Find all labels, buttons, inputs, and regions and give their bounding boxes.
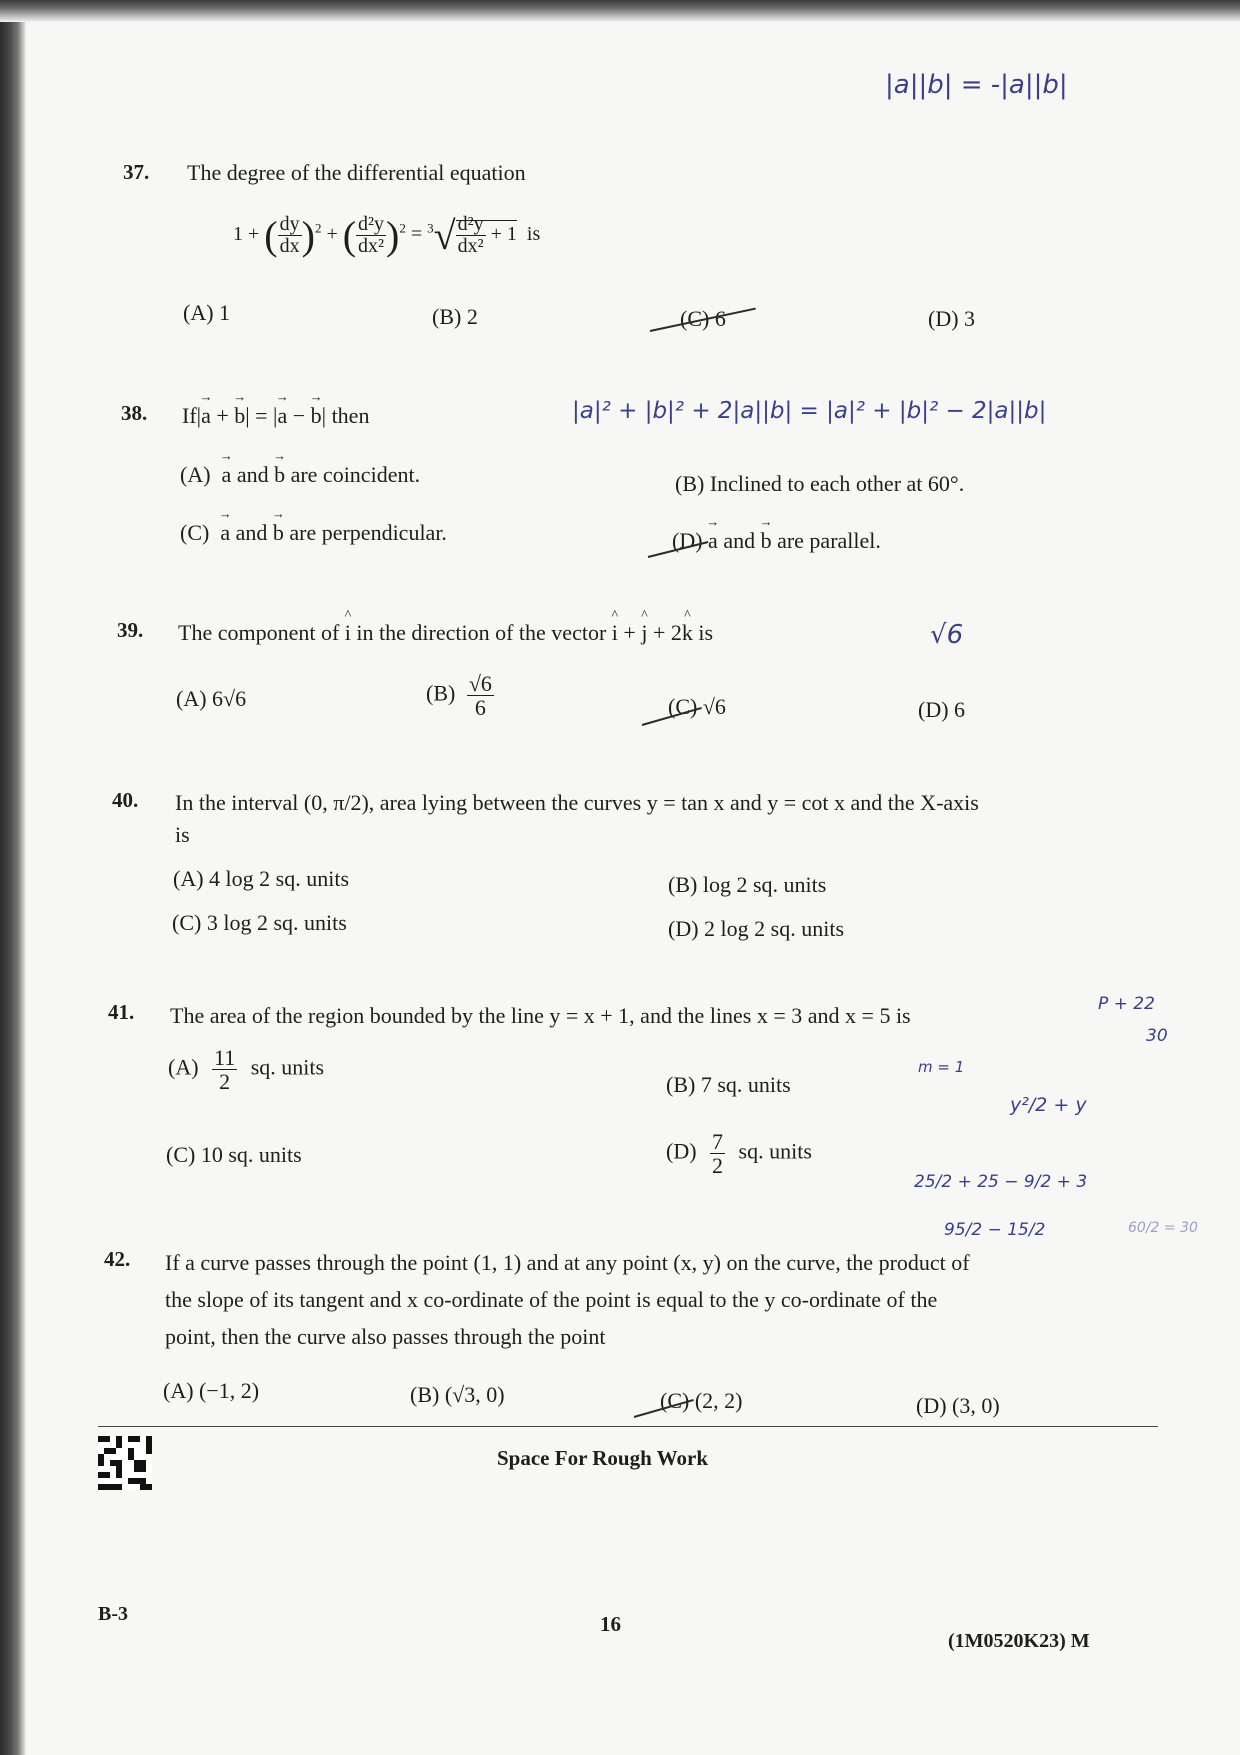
question-text: If|→ a + → b| = |→ a − → b| then	[182, 403, 369, 429]
option-b: (B) 2	[432, 304, 478, 329]
differential-equation: 1 + ( $\frac{dy}{dx}$ )$^2$ + ( $\frac{\text{d²y}}{\text{dx²}}$ )$^2$ = $^3$√ $\frac{\text{d²y}}{\text{dx²}}$ + 1 is	[233, 213, 541, 258]
option-d-marked: (D) → a and → b are parallel.	[672, 528, 881, 554]
question-text: The degree of the differential equation	[187, 160, 526, 185]
option-d: (D) (3, 0)	[916, 1393, 1000, 1418]
eq-dx2: dx²	[358, 235, 385, 257]
question-text-line-1: If a curve passes through the point (1, 1) and at any point (x, y) on the curve, the product of	[165, 1250, 970, 1275]
question-number: 39.	[117, 618, 144, 642]
option-a: (A) (−1, 2)	[163, 1378, 260, 1403]
option-a: (A) 4 log 2 sq. units	[173, 866, 349, 891]
qr-code	[98, 1436, 152, 1490]
eq-dx: dx	[279, 235, 300, 257]
rough-work-heading: Space For Rough Work	[497, 1446, 709, 1470]
rough-work-divider	[98, 1426, 1158, 1427]
page-number: 16	[600, 1612, 621, 1636]
paper-code: (1M0520K23) M	[948, 1630, 1090, 1652]
rough-calc: 30	[1146, 1026, 1168, 1046]
question-number: 38.	[121, 401, 148, 425]
question-number: 42.	[104, 1247, 131, 1271]
option-a: (A) → a and → b are coincident.	[180, 462, 420, 488]
option-d: (D) 2 log 2 sq. units	[668, 916, 844, 941]
option-a: (A) 6√6	[176, 686, 247, 711]
option-a: (A) 1	[183, 300, 231, 325]
eq-d2y: d²y	[358, 213, 385, 235]
option-d: (D) 6	[918, 697, 966, 722]
rough-calc: 95/2 − 15/2	[944, 1220, 1046, 1240]
series-code: B-3	[98, 1603, 128, 1625]
eq-tail: + 1	[490, 223, 517, 246]
option-c-marked: (C) 6	[680, 306, 726, 331]
option-d: (D) 3	[928, 306, 976, 331]
option-c-marked: (C) (2, 2)	[660, 1388, 743, 1413]
eq-dy: dy	[279, 213, 300, 235]
question-text-line-2: is	[175, 822, 190, 847]
rough-calc: y²/2 + y	[1010, 1094, 1087, 1116]
handwritten-working-38: |a|² + |b|² + 2|a||b| = |a|² + |b|² − 2|a||b|	[572, 398, 1047, 424]
option-c-marked: (C) √6	[668, 694, 726, 719]
scan-shadow-left	[0, 0, 26, 1755]
eq-lead: 1 +	[233, 223, 260, 246]
rough-calc: P + 22	[1098, 994, 1155, 1014]
rough-calc: m = 1	[918, 1058, 965, 1076]
scan-shadow-top	[0, 0, 1240, 22]
option-a: (A) $\frac{11}{2}$ sq. units	[168, 1045, 325, 1095]
question-number: 40.	[112, 788, 139, 812]
option-c: (C) 10 sq. units	[166, 1142, 302, 1167]
option-b: (B) (√3, 0)	[410, 1382, 505, 1407]
option-b: (B) log 2 sq. units	[668, 872, 827, 897]
question-text-line-2: the slope of its tangent and x co-ordinate of the point is equal to the y co-ordinate of the	[165, 1287, 938, 1312]
question-text: The component of ^ i in the direction of the vector ^ i + ^ j + 2^ k is	[178, 620, 713, 646]
question-number: 37.	[123, 160, 150, 184]
option-b: (B) $\frac{√6}{6}$	[426, 671, 492, 721]
option-b: (B) 7 sq. units	[666, 1072, 791, 1097]
handwritten-note-39: √6	[930, 620, 964, 650]
rough-calc-faint: 60/2 = 30	[1128, 1220, 1198, 1236]
option-b: (B) Inclined to each other at 60°.	[675, 471, 965, 496]
rough-calc: 25/2 + 25 − 9/2 + 3	[914, 1172, 1088, 1192]
eq-is: is	[526, 223, 541, 246]
question-text-line-3: point, then the curve also passes through the point	[165, 1324, 606, 1349]
option-c: (C) → a and → b are perpendicular.	[180, 520, 447, 546]
option-d: (D) $\frac{7}{2}$ sq. units	[666, 1129, 812, 1179]
handwritten-note-top: |a||b| = -|a||b|	[885, 70, 1068, 100]
question-text-line-1: In the interval (0, π/2), area lying between the curves y = tan x and y = cot x and the X-axis	[175, 790, 979, 815]
eq-root-index: 3	[427, 220, 434, 236]
question-text: The area of the region bounded by the line y = x + 1, and the lines x = 3 and x = 5 is	[170, 1003, 911, 1028]
question-number: 41.	[108, 1000, 135, 1024]
option-c: (C) 3 log 2 sq. units	[172, 910, 347, 935]
